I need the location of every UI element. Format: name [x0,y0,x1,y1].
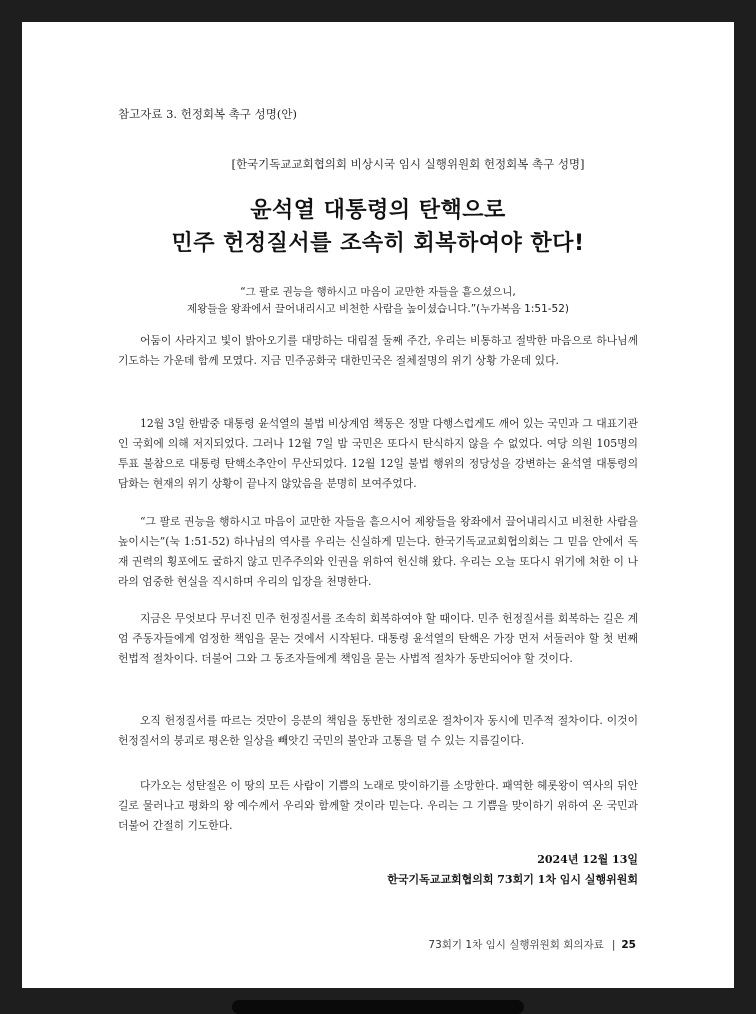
paragraph-4: 지금은 무엇보다 무너진 민주 헌정질서를 조속히 회복하여야 할 때이다. 민주 헌정질서를 회복하는 길은 계엄 주동자들에게 엄정한 책임을 묻는 것에서 시작된다. 대통령 윤석열의 탄핵은 가장 먼저 서둘러야 할 첫 번째 헌법적 절차이다. 더불어 그와 그 동조자들에게 책임을 묻는 사법적 절차가 동반되어야 할 것이다. [118,612,638,665]
scripture-quote [22,284,734,318]
paragraph-3: “그 팔로 권능을 행하시고 마음이 교만한 자들을 흩으시어 제왕들을 왕좌에서 끌어내리시고 비천한 사람을 높이시는”(눅 1:51-52) 하나님의 역사를 우리는 신실하게 믿는다. 한국기독교교회협의회는 그 믿음 안에서 독재 권력의 횡포에도 굴하지 않고 민주주의와 인권을 위하여 헌신해 왔다. 우리는 오늘 또다시 위기에 처한 이 나라의 엄중한 현실을 직시하며 우리의 입장을 천명한다. [118,515,638,588]
paragraph-2: 12월 3일 한밤중 대통령 윤석열의 불법 비상계엄 책동은 정말 다행스럽게도 깨어 있는 국민과 그 대표기관인 국회에 의해 저지되었다. 그러나 12월 7일 밤 국민은 또다시 탄식하지 않을 수 없었다. 여당 의원 105명의 투표 불참으로 대통령 탄핵소추안이 무산되었다. 12월 12일 불법 행위의 정당성을 강변하는 윤석열 대통령의 담화는 현재의 위기 상황이 끝나지 않았음을 분명히 보여주었다. [118,417,638,490]
viewer-bottom-bar[interactable] [232,1000,524,1014]
document-page [22,22,734,988]
org-header: [한국기독교교회협의회 비상시국 임시 실행위원회 헌정회복 촉구 성명] [231,157,585,171]
page-number: 25 [621,939,636,951]
footer-doc-title: 73회기 1차 임시 실행위원회 회의자료 [428,939,604,951]
signature-date: 2024년 12월 13일 [537,853,638,866]
page-footer [428,937,636,952]
signature-block [387,850,638,890]
paragraph-5: 오직 헌정질서를 따르는 것만이 응분의 책임을 동반한 정의로운 절차이자 동시에 민주적 절차이다. 이것이 헌정질서의 붕괴로 평온한 일상을 빼앗긴 국민의 불안과 고통을 덜 수 있는 지름길이다. [118,714,638,747]
title-line-1: 윤석열 대통령의 탄핵으로 [250,198,506,223]
page-title [22,194,734,260]
reference-label: 참고자료 3. 헌정회복 촉구 성명(안) [118,107,297,121]
signature-org: 한국기독교교회협의회 73회기 1차 임시 실행위원회 [387,873,638,886]
title-line-2: 민주 헌정질서를 조속히 회복하여야 한다! [171,231,585,256]
paragraph-6: 다가오는 성탄절은 이 땅의 모든 사람이 기쁨의 노래로 맞이하기를 소망한다. 패역한 헤롯왕이 역사의 뒤안길로 물러나고 평화의 왕 예수께서 우리와 함께할 것이라 믿는다. 우리는 그 기쁨을 맞이하기 위하여 온 국민과 더불어 간절히 기도한다. [118,779,638,832]
quote-line-2: 제왕들을 왕좌에서 끌어내리시고 비천한 사람을 높이셨습니다.”(누가복음 1:51-52) [186,303,569,315]
paragraph-1: 어둠이 사라지고 빛이 밝아오기를 대망하는 대림절 둘째 주간, 우리는 비통하고 절박한 마음으로 하나님께 기도하는 가운데 함께 모였다. 지금 민주공화국 대한민국은 절체절명의 위기 상황 가운데 있다. [118,334,638,367]
quote-line-1: “그 팔로 권능을 행하시고 마음이 교만한 자들을 흩으셨으니, [240,286,516,298]
footer-separator: | [611,939,616,951]
